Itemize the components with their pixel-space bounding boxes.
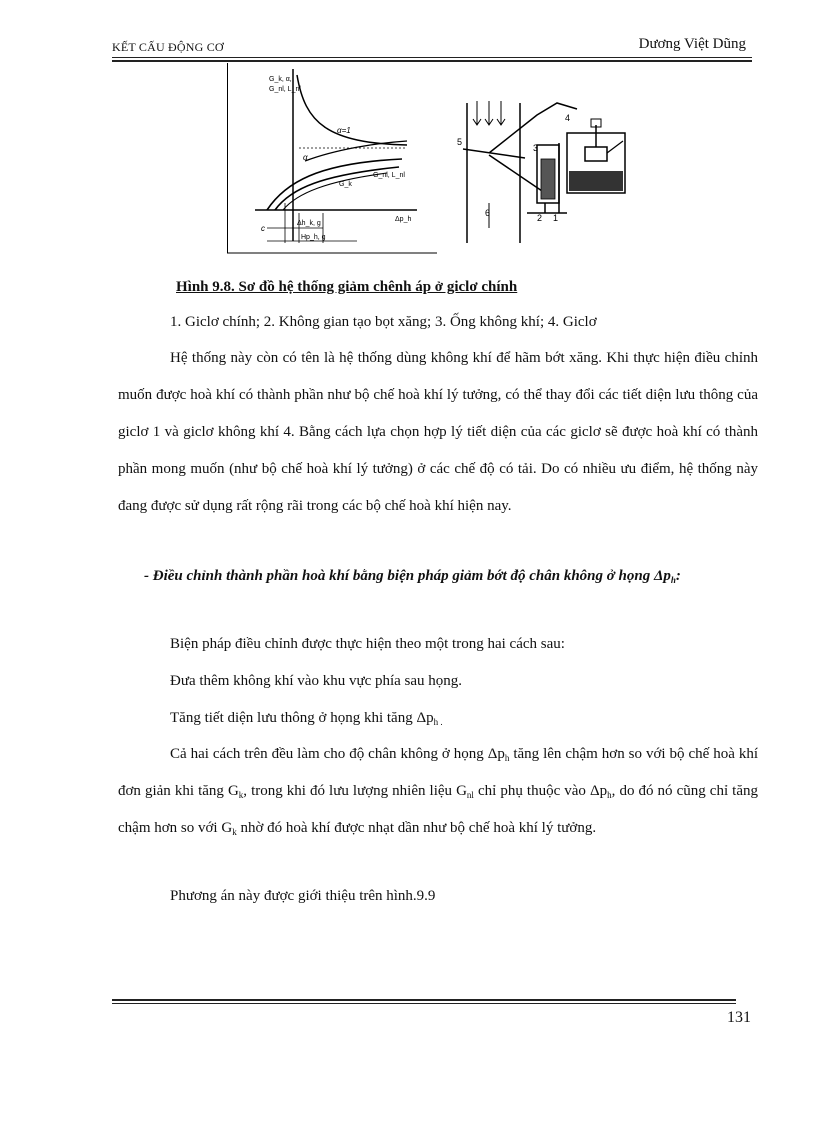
p2-text-1: Cả hai cách trên đều làm cho độ chân không ở họng Δp <box>170 746 505 762</box>
diagram-label-3: 3 <box>533 143 539 153</box>
characteristic-graph <box>227 63 437 253</box>
diagram-label-6: 6 <box>485 208 491 218</box>
graph-y-label-top: G_k, α, <box>269 76 292 83</box>
alpha-one-label: α=1 <box>337 126 351 135</box>
page-number: 131 <box>727 1009 751 1026</box>
header-author: Dương Việt Dũng <box>638 36 746 52</box>
alpha-label: α <box>303 153 308 162</box>
p2-sub-1: h <box>504 753 510 763</box>
p2-text-3: , trong khi đó lưu lượng nhiên liệu G <box>243 783 467 799</box>
header-title: KẾT CẤU ĐỘNG CƠ <box>112 40 224 54</box>
heading-symbol: Δp <box>654 568 671 584</box>
figure-legend: 1. Giclơ chính; 2. Không gian tạo bọt xăng; 3. Ống không khí; 4. Giclơ <box>170 314 597 330</box>
figure-reference: Phương án này được giới thiệu trên hình.9.9 <box>170 888 436 904</box>
p2-sub-5: k <box>232 827 237 837</box>
paragraph-2 <box>118 736 758 847</box>
p2-sub-4: h <box>607 790 612 800</box>
c-label: c <box>261 224 265 233</box>
diagram-label-5: 5 <box>457 137 463 147</box>
heading-text: - Điều chỉnh thành phần hoà khí bằng biện pháp giảm bớt độ chân không ở họng <box>144 568 654 584</box>
graph-y-label-bottom: G_nl, L_nl <box>269 86 301 93</box>
p2-sub-3: nl <box>466 790 474 800</box>
figure-9-8 <box>227 63 747 255</box>
method-two <box>170 710 443 727</box>
method-two-sub: h . <box>433 717 443 727</box>
p2-text-5: , do đó nó cũng chỉ tăng chậm hơn so với G <box>118 783 758 836</box>
carburetor-diagram <box>457 101 625 243</box>
footer-rule <box>112 1003 736 1004</box>
method-intro: Biện pháp điều chỉnh được thực hiện theo một trong hai cách sau: <box>170 636 565 652</box>
gk-label: G_k <box>339 181 352 188</box>
page-header <box>112 36 752 58</box>
footer-rule-thick <box>112 999 736 1001</box>
paragraph-1: Hệ thống này còn có tên là hệ thống dùng không khí để hãm bớt xăng. Khi thực hiện điều chỉnh muốn được hoà khí có thành phần như bộ chế hoà khí lý tưởng, có thể thay đổi các tiết diện lưu thông của giclơ 1 và giclơ không khí 4. Bằng cách lựa chọn hợp lý tiết diện của các giclơ sẽ được hoà khí có thành phần mong muốn (như bộ chế hoà khí lý tưởng) ở các chế độ có tải. Do có nhiều ưu điểm, hệ thống này đang được sử dụng rất rộng rãi trong các bộ chế hoà khí hiện nay. <box>118 350 758 514</box>
p2-sub-2: k <box>238 790 244 800</box>
figure-caption: Hình 9.8. Sơ đồ hệ thống giảm chênh áp ở giclơ chính <box>176 279 518 295</box>
diagram-label-4: 4 <box>565 113 571 123</box>
dim2-label: Hp_h, g <box>301 234 326 241</box>
p2-text-4: chỉ phụ thuộc vào Δp <box>473 783 608 799</box>
diagram-label-1: 1 <box>553 213 559 223</box>
section-heading <box>118 558 758 595</box>
header-rule-thick <box>112 60 752 62</box>
heading-subscript: h <box>670 575 676 585</box>
p2-text-2: tăng lên chậm hơn so với bộ chế hoà khí đơn giản khi tăng G <box>118 746 758 799</box>
header-rule <box>112 57 752 58</box>
dp-label: Δp_h <box>395 216 412 223</box>
gnl-label: G_nl, L_nl <box>373 172 405 179</box>
dim1-label: Δh_k, g <box>297 220 321 227</box>
method-two-text: Tăng tiết diện lưu thông ở họng khi tăng Δp <box>170 710 434 726</box>
p2-text-6: nhờ đó hoà khí được nhạt dần như bộ chế hoà khí lý tưởng. <box>236 820 597 836</box>
method-one: Đưa thêm không khí vào khu vực phía sau họng. <box>170 673 463 689</box>
diagram-label-2: 2 <box>537 213 543 223</box>
heading-end: : <box>675 568 681 584</box>
